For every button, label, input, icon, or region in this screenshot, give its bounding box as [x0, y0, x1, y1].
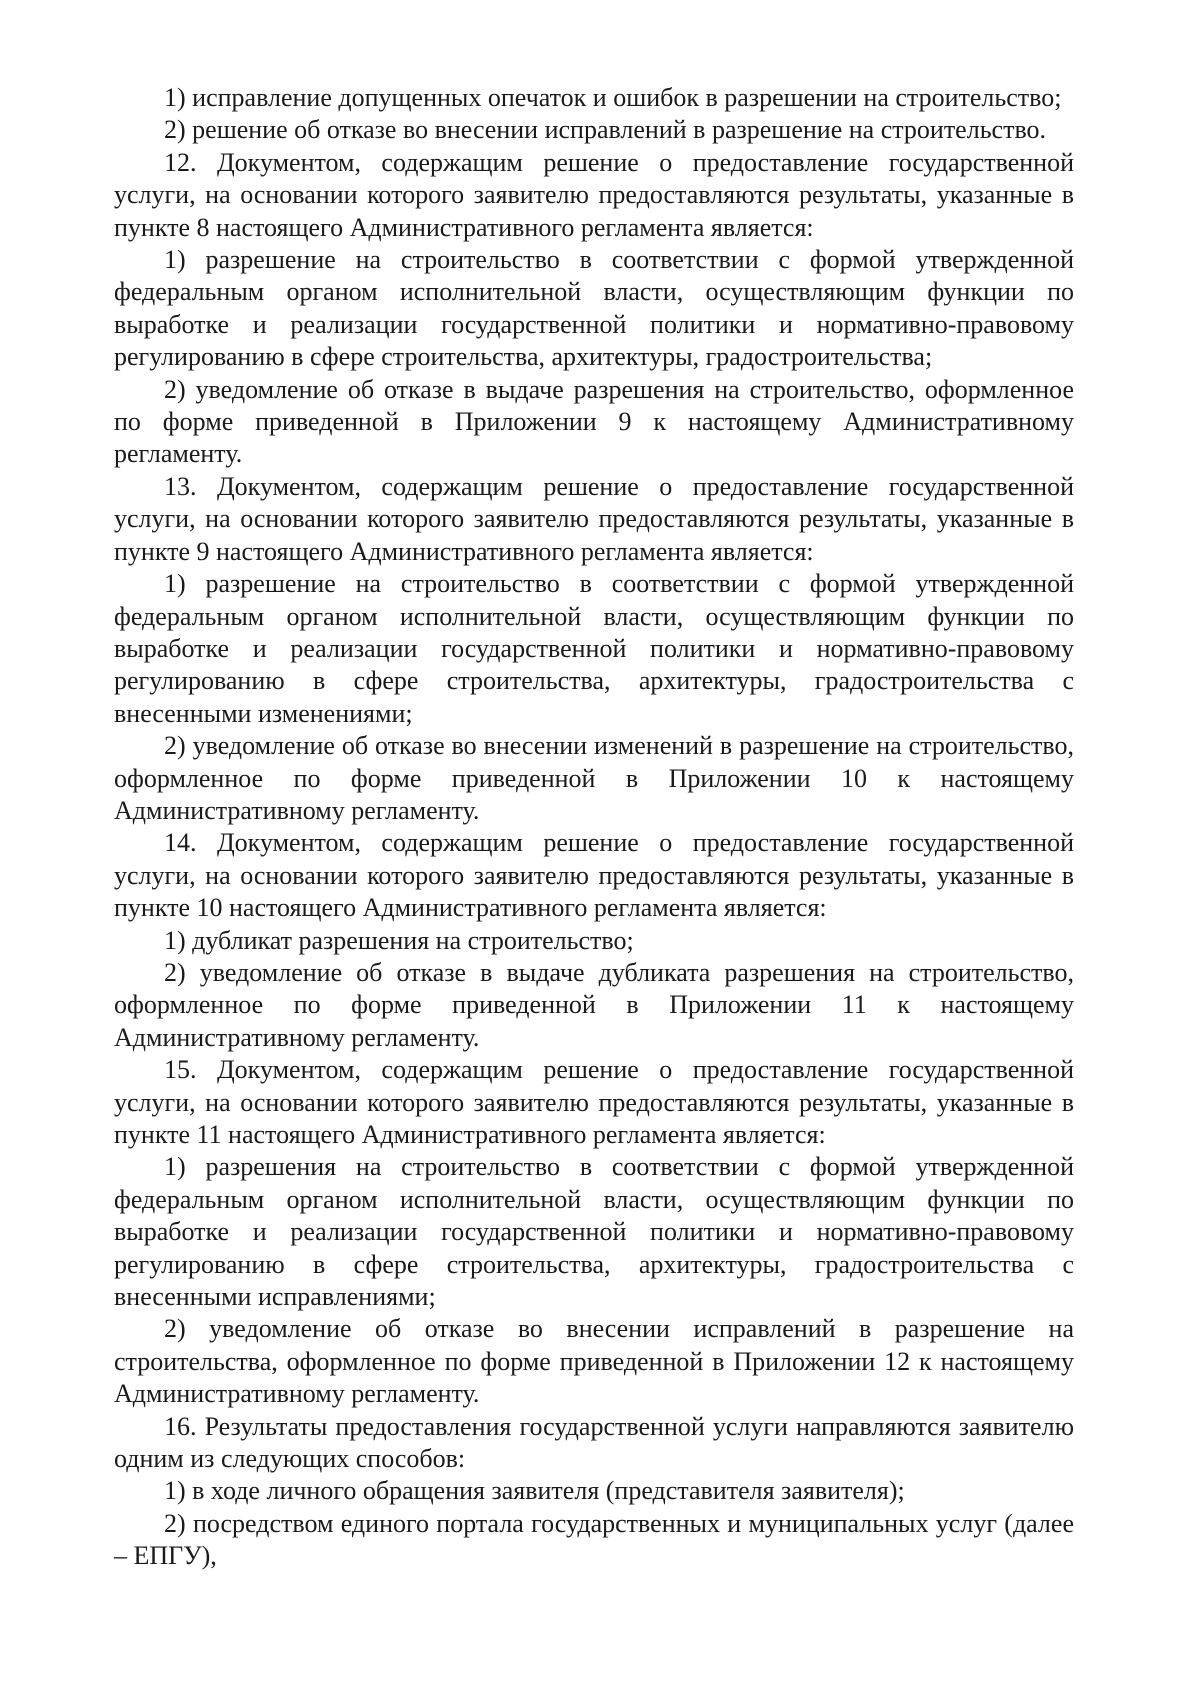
paragraph-item-2-refusal-correction: 2) решение об отказе во внесении исправлений в разрешение на строительство. — [164, 115, 1047, 145]
paragraph-clause-14-item-2: 2) уведомление об отказе в выдаче дубликата разрешения на строительство, оформленное по форме приведенной в Приложении 11 к настоящему Административному регламенту. — [114, 957, 1074, 1052]
paragraph-clause-12: 12. Документом, содержащим решение о предоставление государственной услуги, на основании которого заявителю предоставляются результаты, указанные в пункте 8 настоящего Административного регламента является: — [114, 147, 1074, 242]
paragraph-clause-13-item-2: 2) уведомление об отказе во внесении изменений в разрешение на строительство, оформленное по форме приведенной в Приложении 10 к настоящему Административному регламенту. — [114, 731, 1074, 825]
paragraph-clause-13: 13. Документом, содержащим решение о предоставление государственной услуги, на основании которого заявителю предоставляются результаты, указанные в пункте 9 настоящего Административного регламента является: — [114, 471, 1074, 566]
paragraph-clause-14: 14. Документом, содержащим решение о предоставление государственной услуги, на основании которого заявителю предоставляются результаты, указанные в пункте 10 настоящего Административного регламента является: — [114, 828, 1074, 923]
paragraph-clause-16: 16. Результаты предоставления государственной услуги направляются заявителю одним из следующих способов: — [114, 1411, 1074, 1474]
paragraph-clause-12-item-2: 2) уведомление об отказе в выдаче разрешения на строительство, оформленное по форме приведенной в Приложении 9 к настоящему Административному регламенту. — [114, 374, 1074, 469]
paragraph-clause-16-item-2: 2) посредством единого портала государственных и муниципальных услуг (далее – ЕПГУ), — [114, 1508, 1074, 1571]
paragraph-clause-15-item-1: 1) разрешения на строительство в соответствии с формой утвержденной федеральным органом исполнительной власти, осуществляющим функции по выработке и реализации государственной политики и нормативно-правовому регулированию в сфере строительства, архитектуры, градостроительства с внесенными исправлениями; — [114, 1152, 1074, 1312]
paragraph-clause-12-item-1: 1) разрешение на строительство в соответствии с формой утвержденной федеральным органом исполнительной власти, осуществляющим функции по выработке и реализации государственной политики и нормативно-правовому регулированию в сфере строительства, архитектуры, градостроительства; — [114, 245, 1074, 372]
paragraph-clause-15-item-2: 2) уведомление об отказе во внесении исправлений в разрешение на строительства, оформленное по форме приведенной в Приложении 12 к настоящему Административному регламенту. — [114, 1314, 1074, 1409]
paragraph-clause-16-item-1: 1) в ходе личного обращения заявителя (представителя заявителя); — [164, 1476, 905, 1506]
paragraph-item-1-correction: 1) исправление допущенных опечаток и ошибок в разрешении на строительство; — [164, 83, 1062, 112]
document-page — [114, 82, 1074, 1573]
paragraph-clause-15: 15. Документом, содержащим решение о предоставление государственной услуги, на основании которого заявителю предоставляются результаты, указанные в пункте 11 настоящего Административного регламента является: — [114, 1055, 1074, 1149]
paragraph-clause-14-item-1: 1) дубликат разрешения на строительство; — [164, 925, 634, 955]
paragraph-clause-13-item-1: 1) разрешение на строительство в соответствии с формой утвержденной федеральным органом исполнительной власти, осуществляющим функции по выработке и реализации государственной политики и нормативно-правовому регулированию в сфере строительства, архитектуры, градостроительства с внесенными изменениями; — [114, 569, 1074, 728]
